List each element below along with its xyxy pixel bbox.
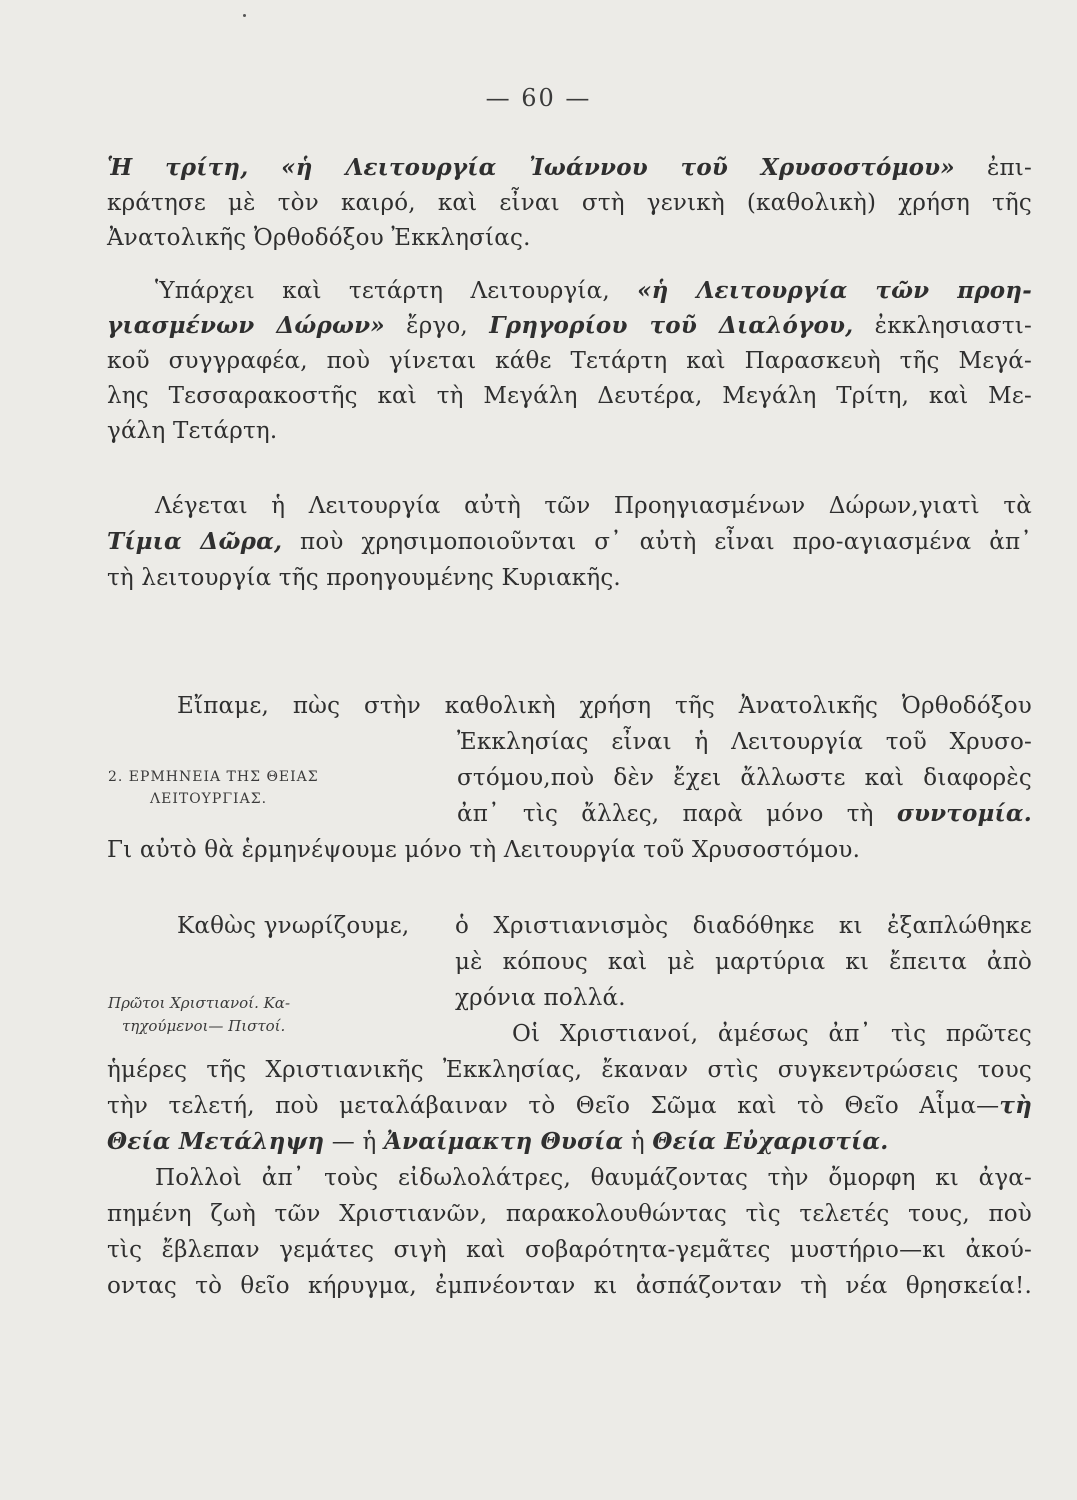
paragraph-3-line-3: τὴ λειτουργία τῆς προηγουμένης Κυριακῆς. bbox=[107, 565, 621, 591]
emphasis-text: γιασμένων Δώρων» bbox=[107, 312, 385, 339]
section-3-line-11: οντας τὸ θεῖο κήρυγμα, ἐμπνέονταν κι ἀσπάζονταν τὴ νέα θρησκεία!. bbox=[107, 1273, 1032, 1299]
paragraph-1-line-1 bbox=[107, 152, 1032, 184]
text-span: Καθὼς γνωρίζουμε, bbox=[177, 913, 410, 939]
section-2-line-4 bbox=[457, 798, 1032, 830]
text-span: ἐπι- bbox=[954, 155, 1032, 181]
paragraph-1-line-2: κράτησε μὲ τὸν καιρό, καὶ εἶναι στὴ γενικὴ (καθολικὴ) χρήση τῆς bbox=[107, 190, 1032, 216]
emphasis-text: «ἡ Λειτουργία τῶν προη- bbox=[637, 277, 1032, 304]
emphasis-text: συντομία. bbox=[896, 800, 1032, 827]
emphasis-text: Ἡ τρίτη, «ἡ Λειτουργία Ἰωάννου τοῦ Χρυσοστόμου» bbox=[107, 154, 955, 181]
paragraph-2-line-1 bbox=[155, 275, 1032, 307]
paragraph-2-line-2 bbox=[107, 310, 1032, 342]
page-number: — 60 — bbox=[485, 84, 592, 112]
emphasis-text: Ἀναίμακτη Θυσία bbox=[384, 1128, 624, 1155]
text-span: ἡ bbox=[623, 1129, 653, 1155]
section-3-line-7 bbox=[107, 1126, 889, 1158]
section-3-line-9: πημένη ζωὴ τῶν Χριστιανῶν, παρακολουθώντας τὶς τελετές τους, ποὺ bbox=[107, 1201, 1032, 1227]
section-2-line-3: στόμου,ποὺ δὲν ἔχει ἄλλωστε καὶ διαφορὲς bbox=[457, 765, 1032, 791]
text-span: ποὺ χρησιμοποιοῦνται σ᾽ αὐτὴ εἶναι προ-αγιασμένα ἀπ᾽ bbox=[282, 529, 1032, 555]
section-3-line-3: χρόνια πολλά. bbox=[455, 985, 626, 1011]
paragraph-2-line-3: κοῦ συγγραφέα, ποὺ γίνεται κάθε Τετάρτη καὶ Παρασκευὴ τῆς Μεγά- bbox=[107, 348, 1032, 374]
margin-heading-line-2: τηχούμενοι— Πιστοί. bbox=[122, 1017, 286, 1035]
section-3-line-5: ἡμέρες τῆς Χριστιανικῆς Ἐκκλησίας, ἔκαναν στὶς συγκεντρώσεις τους bbox=[107, 1057, 1032, 1083]
emphasis-text: Γρηγορίου τοῦ Διαλόγου, bbox=[489, 312, 854, 339]
paragraph-3-line-1: Λέγεται ἡ Λειτουργία αὐτὴ τῶν Προηγιασμένων Δώρων,γιατὶ τὰ bbox=[155, 493, 1032, 519]
text-span: — ἡ bbox=[324, 1129, 385, 1155]
section-3-line-10: τὶς ἔβλεπαν γεμάτες σιγὴ καὶ σοβαρότητα-γεμᾶτες μυστήριο—κι ἀκού- bbox=[107, 1237, 1032, 1263]
section-3-line-8: Πολλοὶ ἀπ᾽ τοὺς εἰδωλολάτρες, θαυμάζοντας τὴν ὄμορφη κι ἀγα- bbox=[155, 1165, 1032, 1191]
paragraph-1-line-3: Ἀνατολικῆς Ὀρθοδόξου Ἐκκλησίας. bbox=[107, 225, 531, 251]
paragraph-2-line-4: λης Τεσσαρακοστῆς καὶ τὴ Μεγάλη Δευτέρα, Μεγάλη Τρίτη, καὶ Με- bbox=[107, 383, 1032, 409]
text-span: Ὑπάρχει καὶ τετάρτη Λειτουργία, bbox=[155, 278, 638, 304]
section-2-line-1: Εἴπαμε, πὼς στὴν καθολικὴ χρήση τῆς Ἀνατολικῆς Ὀρθοδόξου bbox=[177, 693, 1032, 719]
emphasis-text: Τίμια Δῶρα, bbox=[107, 528, 283, 555]
text-span: ἐκκλησιαστι- bbox=[853, 313, 1032, 339]
text-span: τὴν τελετή, ποὺ μεταλάβαιναν τὸ Θεῖο Σῶμα καὶ τὸ Θεῖο Αἷμα— bbox=[107, 1093, 1000, 1119]
text-span: ὁ Χριστιανισμὸς διαδόθηκε κι ἐξαπλώθηκε bbox=[455, 913, 1032, 939]
emphasis-text: τὴ bbox=[999, 1092, 1032, 1119]
text-span: ἔργο, bbox=[384, 313, 490, 339]
emphasis-text: Θεία Εὐχαριστία. bbox=[652, 1128, 889, 1155]
paragraph-3-line-2 bbox=[107, 526, 1032, 558]
margin-heading-line-1: 2. ΕΡΜΗΝΕΙΑ ΤΗΣ ΘΕΙΑΣ bbox=[108, 769, 319, 785]
margin-heading-line-1: Πρῶτοι Χριστιανοί. Κα- bbox=[108, 994, 291, 1012]
section-3-line-6 bbox=[107, 1090, 1032, 1122]
section-3-line-4: Οἱ Χριστιανοί, ἀμέσως ἀπ᾽ τὶς πρῶτες bbox=[512, 1021, 1032, 1047]
print-speck bbox=[243, 14, 246, 17]
paragraph-2-line-5: γάλη Τετάρτη. bbox=[107, 418, 278, 444]
section-2-line-2: Ἐκκλησίας εἶναι ἡ Λειτουργία τοῦ Χρυσο- bbox=[457, 729, 1032, 755]
section-3-line-2: μὲ κόπους καὶ μὲ μαρτύρια κι ἔπειτα ἀπὸ bbox=[455, 949, 1032, 975]
text-span: ἀπ᾽ τὶς ἄλλες, παρὰ μόνο τὴ bbox=[457, 801, 897, 827]
emphasis-text: Θεία Μετάληψη bbox=[107, 1128, 325, 1155]
margin-heading-line-2: ΛΕΙΤΟΥΡΓΙΑΣ. bbox=[150, 791, 268, 807]
section-2-line-5: Γι αὐτὸ θὰ ἑρμηνέψουμε μόνο τὴ Λειτουργία τοῦ Χρυσοστόμου. bbox=[107, 837, 861, 863]
section-3-line-1 bbox=[177, 910, 1032, 942]
